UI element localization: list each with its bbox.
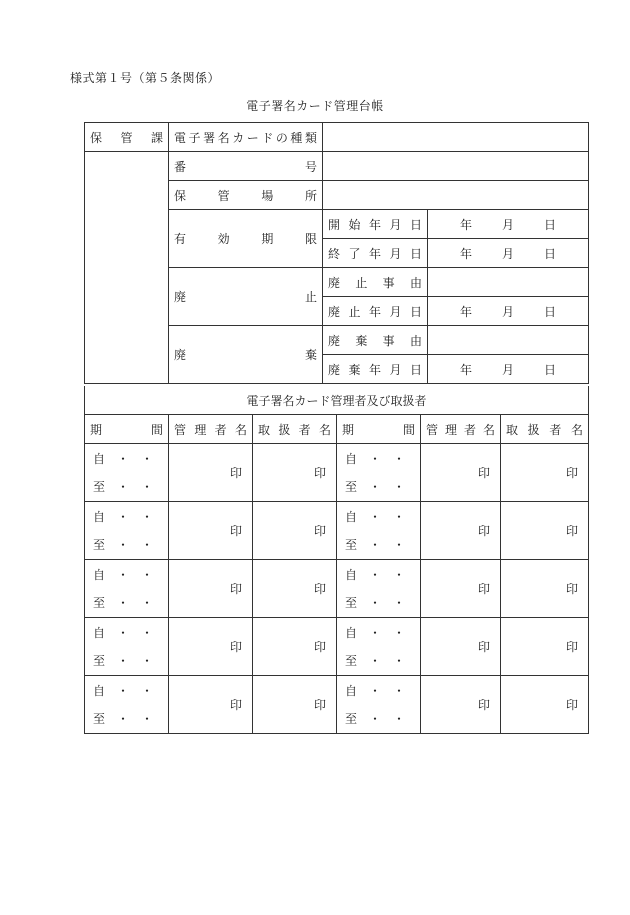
seal-mark: 印 [566,698,579,712]
manager-name-cell[interactable] [421,444,501,502]
dispose-date-value[interactable]: 年 月 日 [428,355,589,384]
manager-table [84,386,589,734]
manager-entry-row [85,444,589,502]
handler-name-cell[interactable] [501,444,589,502]
handler-name-cell[interactable] [253,502,337,560]
period-from: 自 ・ ・ [93,509,154,524]
period-header: 期 間 [337,415,421,444]
seal-mark: 印 [313,582,326,596]
manager-name-cell[interactable] [169,618,253,676]
period-cell[interactable] [337,560,421,618]
manager-name-cell[interactable] [169,502,253,560]
document-title: 電子署名カード管理台帳 [246,99,384,113]
handler-name-header: 取扱者名 [501,415,589,444]
abolish-date-value[interactable]: 年 月 日 [428,297,589,326]
seal-mark: 印 [477,582,490,596]
abolish-label: 廃 止 [169,268,323,326]
seal-mark: 印 [313,524,326,538]
seal-mark: 印 [477,524,490,538]
period-cell[interactable] [337,676,421,734]
end-date-label: 終了年月日 [323,239,428,268]
period-cell[interactable] [85,560,169,618]
manager-name-cell[interactable] [421,502,501,560]
manager-name-cell[interactable] [421,618,501,676]
period-to: 至 ・ ・ [93,711,154,726]
abolish-date-label: 廃止年月日 [323,297,428,326]
seal-mark: 印 [477,698,490,712]
period-from: 自 ・ ・ [345,509,406,524]
period-to: 至 ・ ・ [93,653,154,668]
period-header: 期 間 [85,415,169,444]
card-type-label: 電子署名カードの種類 [169,123,323,152]
form-number: 様式第１号（第５条関係） [70,71,221,85]
abolish-reason-value[interactable] [428,268,589,297]
manager-entry-row [85,502,589,560]
seal-mark: 印 [229,524,242,538]
period-cell[interactable] [85,618,169,676]
period-from: 自 ・ ・ [93,567,154,582]
seal-mark: 印 [313,466,326,480]
period-to: 至 ・ ・ [345,653,406,668]
seal-mark: 印 [566,524,579,538]
period-cell[interactable] [85,444,169,502]
handler-name-cell[interactable] [253,676,337,734]
period-to: 至 ・ ・ [345,479,406,494]
period-cell[interactable] [337,618,421,676]
manager-entry-row [85,560,589,618]
manager-name-cell[interactable] [421,560,501,618]
manager-name-cell[interactable] [169,676,253,734]
period-from: 自 ・ ・ [345,451,406,466]
handler-name-cell[interactable] [253,618,337,676]
manager-entry-row [85,676,589,734]
seal-mark: 印 [229,466,242,480]
location-value[interactable] [323,181,589,210]
period-to: 至 ・ ・ [345,711,406,726]
seal-mark: 印 [229,698,242,712]
manager-name-cell[interactable] [169,444,253,502]
number-value[interactable] [323,152,589,181]
dispose-reason-value[interactable] [428,326,589,355]
period-from: 自 ・ ・ [93,625,154,640]
period-from: 自 ・ ・ [93,451,154,466]
manager-name-header: 管理者名 [421,415,501,444]
seal-mark: 印 [313,698,326,712]
seal-mark: 印 [313,640,326,654]
period-from: 自 ・ ・ [345,625,406,640]
manager-entry-row [85,618,589,676]
card-type-value[interactable] [323,123,589,152]
start-date-value[interactable]: 年 月 日 [428,210,589,239]
dispose-label: 廃 棄 [169,326,323,384]
seal-mark: 印 [566,582,579,596]
dispose-reason-label: 廃棄事由 [323,326,428,355]
seal-mark: 印 [477,466,490,480]
manager-name-header: 管理者名 [169,415,253,444]
period-from: 自 ・ ・ [345,567,406,582]
number-label: 番 号 [169,152,323,181]
period-from: 自 ・ ・ [345,683,406,698]
period-to: 至 ・ ・ [345,595,406,610]
seal-mark: 印 [229,640,242,654]
start-date-label: 開始年月日 [323,210,428,239]
period-to: 至 ・ ・ [345,537,406,552]
handler-name-cell[interactable] [501,560,589,618]
seal-mark: 印 [566,640,579,654]
seal-mark: 印 [229,582,242,596]
period-to: 至 ・ ・ [93,537,154,552]
validity-label: 有 効 期 限 [169,210,323,268]
handler-name-cell[interactable] [253,560,337,618]
period-from: 自 ・ ・ [93,683,154,698]
period-cell[interactable] [85,502,169,560]
handler-name-cell[interactable] [501,676,589,734]
manager-section-title: 電子署名カード管理者及び取扱者 [85,386,589,415]
handler-name-cell[interactable] [253,444,337,502]
card-info-table [84,122,589,384]
period-cell[interactable] [337,444,421,502]
seal-mark: 印 [566,466,579,480]
manager-name-cell[interactable] [421,676,501,734]
custodian-label: 保 管 課 [85,123,169,152]
period-cell[interactable] [85,676,169,734]
period-to: 至 ・ ・ [93,595,154,610]
period-cell[interactable] [337,502,421,560]
custodian-value[interactable] [85,152,169,384]
period-to: 至 ・ ・ [93,479,154,494]
dispose-date-label: 廃棄年月日 [323,355,428,384]
handler-name-cell[interactable] [501,618,589,676]
handler-name-cell[interactable] [501,502,589,560]
manager-name-cell[interactable] [169,560,253,618]
handler-name-header: 取扱者名 [253,415,337,444]
end-date-value[interactable]: 年 月 日 [428,239,589,268]
location-label: 保 管 場 所 [169,181,323,210]
seal-mark: 印 [477,640,490,654]
abolish-reason-label: 廃止事由 [323,268,428,297]
